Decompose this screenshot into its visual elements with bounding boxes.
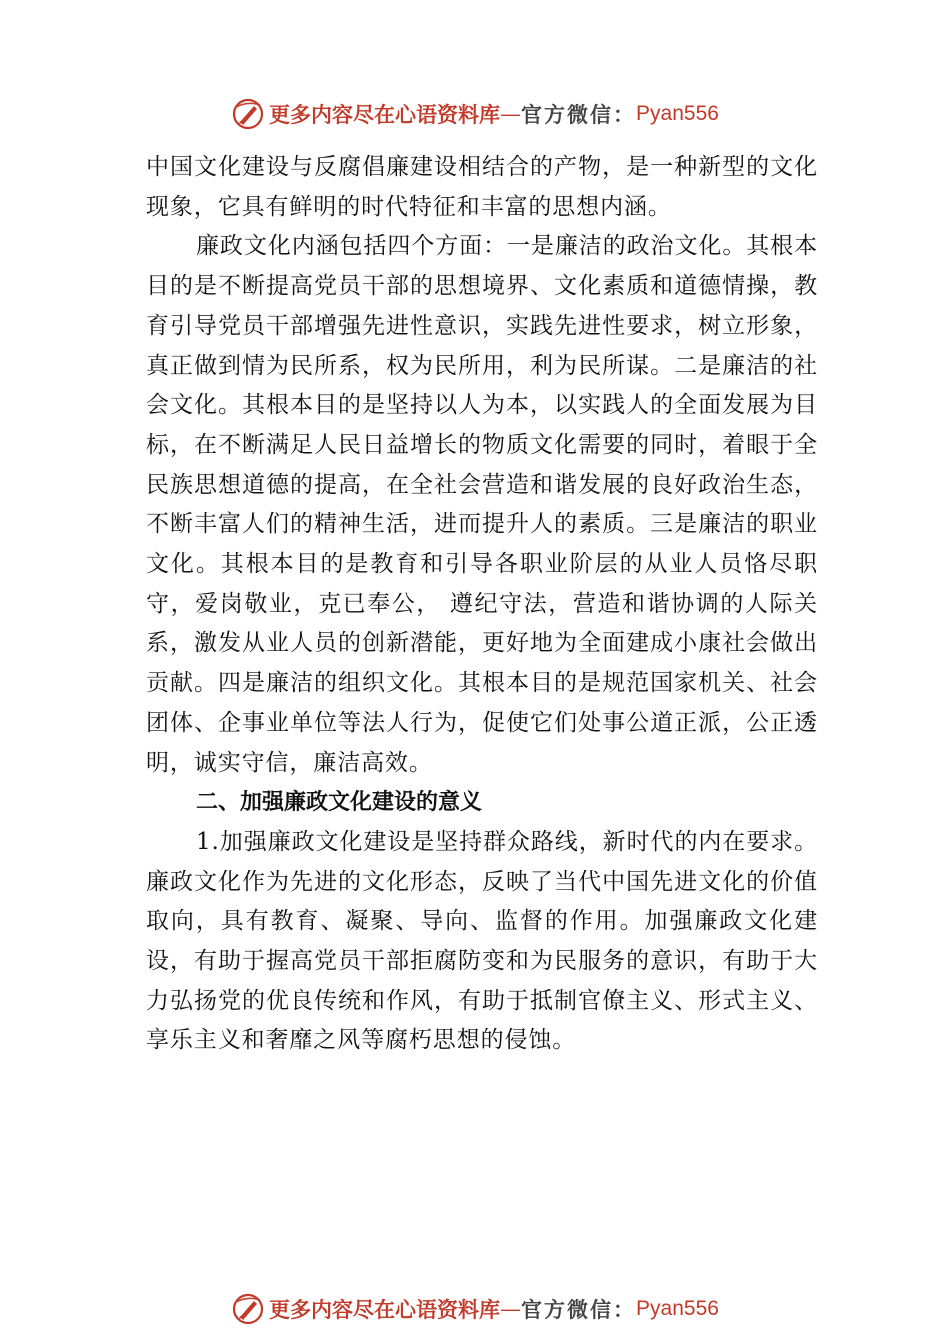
pen-nib-logo-icon [231,1292,265,1326]
paragraph-significance-1: 1.加强廉政文化建设是坚持群众路线，新时代的内在要求。廉政文化作为先进的文化形态，反映了当代中国先进文化的价值取向，具有教育、凝聚、导向、监督的作用。加强廉政文化建设，有助于握高党员干部拒腐防变和为民服务的意识，有助于大力弘扬党的优良传统和作风，有助于抵制官僚主义、形式主义、享乐主义和奢靡之风等腐朽思想的侵蚀。 [146,828,818,1054]
pen-nib-logo-icon [231,97,265,131]
section-heading: 二、加强廉政文化建设的意义 [196,790,483,816]
paragraph-continued: 中国文化建设与反腐倡廉建设相结合的产物，是一种新型的文化现象，它具有鲜明的时代特征和丰富的思想内涵。 [146,154,818,220]
header-banner [0,92,950,136]
banner-text: 更多内容尽在心语资料库 [269,102,501,127]
banner-label: 官方微信： [521,1297,637,1322]
paragraph-lianzheng-content: 廉政文化内涵包括四个方面：一是廉洁的政治文化。其根本目的是不断提高党员干部的思想境界、文化素质和道德情操，教育引导党员干部增强先进性意识，实践先进性要求，树立形象，真正做到情为民所系，权为民所用，利为民所谋。二是廉洁的社会文化。其根本目的是坚持以人为本，以实践人的全面发展为目标，在不断满足人民日益增长的物质文化需要的同时，着眼于全民族思想道德的提高，在全社会营造和谐发展的良好政治生态，不断丰富人们的精神生活，进而提升人的素质。三是廉洁的职业文化。其根本目的是教育和引导各职业阶层的从业人员恪尽职守，爱岗敬业，克已奉公， 遵纪守法，营造和谐协调的人际关系，激发从业人员的创新潜能，更好地为全面建成小康社会做出贡献。四是廉洁的组织文化。其根本目的是规范国家机关、社会团体、企事业单位等法人行为，促使它们处事公道正派，公正透明，诚实守信，廉洁高效。 [146,233,818,776]
banner-text: 更多内容尽在心语资料库 [269,1297,501,1322]
banner-label: 官方微信： [521,102,637,127]
wechat-id: Pyan556 [636,1297,719,1320]
footer-banner [0,1287,950,1331]
banner-separator: — [500,1297,522,1321]
wechat-id: Pyan556 [636,102,719,125]
document-body [146,148,818,1061]
banner-separator: — [500,102,522,126]
